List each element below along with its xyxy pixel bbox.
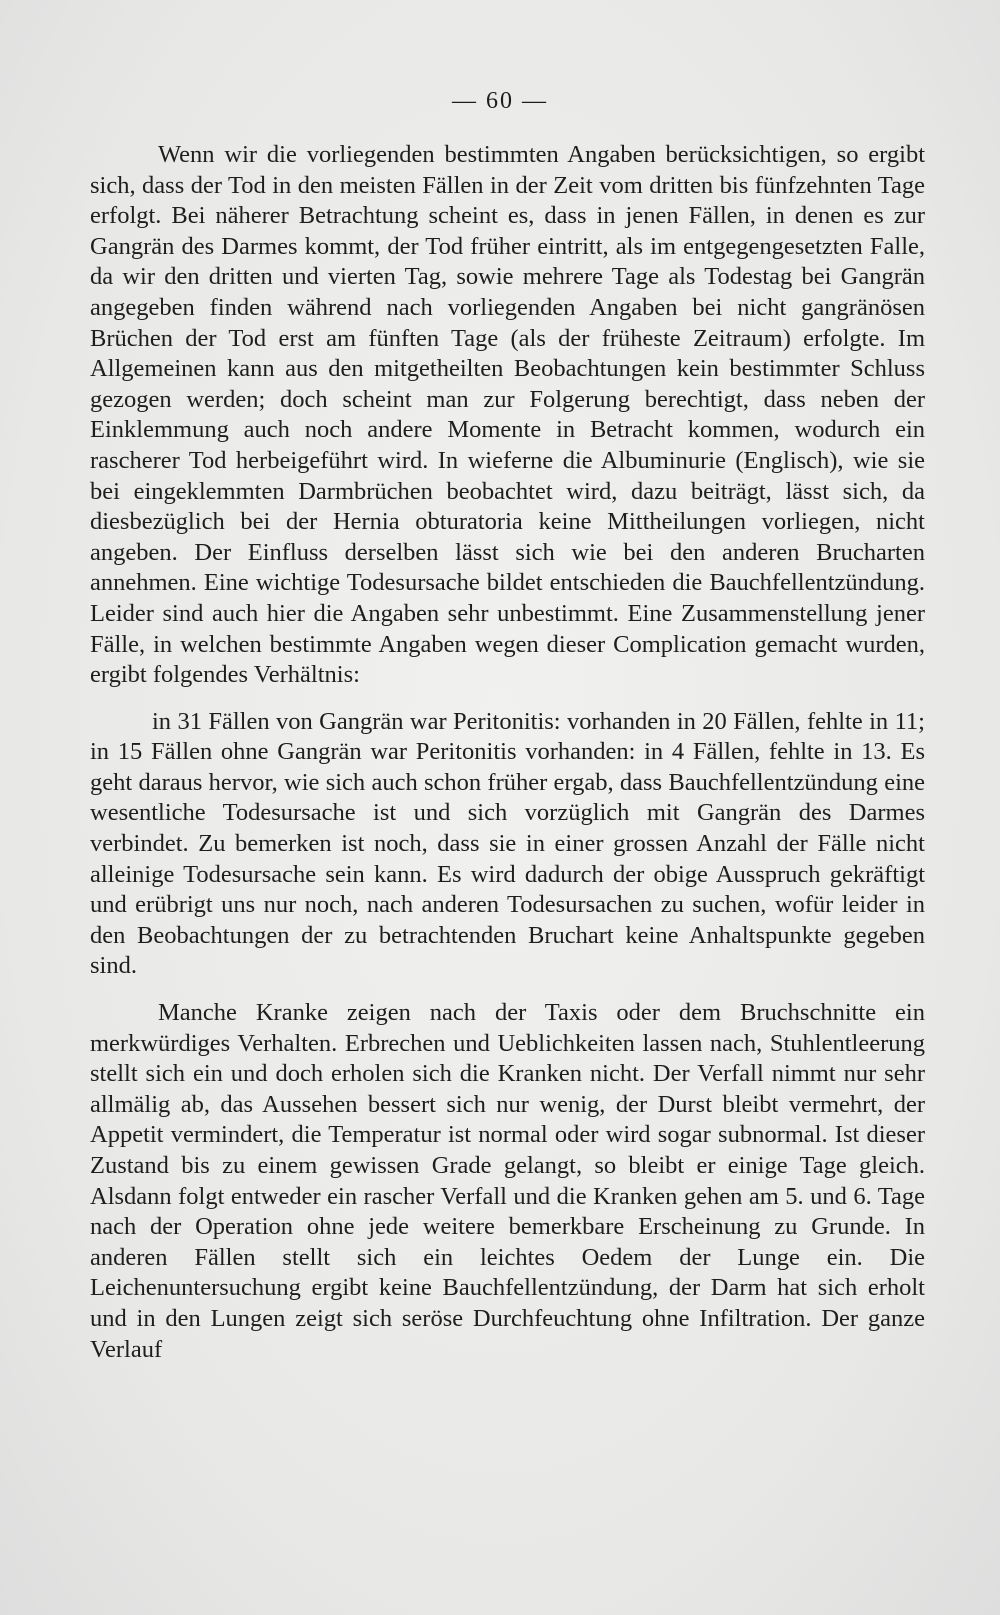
page-number: — 60 —: [452, 88, 548, 114]
paragraph-mortality: Wenn wir die vorliegenden bestimmten Angaben berücksichtigen, so ergibt sich, dass der Tod in den meisten Fällen in der Zeit vom dritten bis fünfzehnten Tage erfolgt. Bei näherer Betrachtung scheint es, dass in jenen Fällen, in denen es zur Gangrän des Darmes kommt, der Tod früher eintritt, als im entgegengesetzten Falle, da wir den dritten und vierten Tag, sowie mehrere Tage als Todestag bei Gangrän angegeben finden während nach vorliegenden Angaben bei nicht gangränösen Brüchen der Tod erst am fünften Tage (als der früheste Zeitraum) erfolgte. Im Allgemeinen kann aus den mitgetheilten Beobachtungen kein bestimmter Schluss gezogen werden; doch scheint man zur Folgerung berechtigt, dass neben der Einklemmung auch noch andere Momente in Betracht kommen, wodurch ein rascherer Tod herbeigeführt wird. In wieferne die Albuminurie (Englisch), wie sie bei eingeklemmten Darmbrüchen beobachtet wird, dazu beiträgt, lässt sich, da diesbezüglich bei der Hernia obturatoria keine Mittheilungen vorliegen, nicht angeben. Der Einfluss derselben lässt sich wie bei den anderen Brucharten annehmen. Eine wichtige Todesursache bildet entschieden die Bauchfellentzündung. Leider sind auch hier die Angaben sehr unbestimmt. Eine Zusammenstellung jener Fälle, in welchen bestimmte Angaben wegen dieser Complication gemacht wurden, ergibt folgendes Verhältnis:: [90, 141, 925, 689]
paragraph-peritonitis-ratio: in 31 Fällen von Gangrän war Peritonitis: vorhanden in 20 Fällen, fehlte in 11; in 15 Fällen ohne Gangrän war Peritonitis vorhanden: in 4 Fällen, fehlte in 13. Es geht daraus hervor, wie sich auch schon früher ergab, dass Bauchfellentzündung eine wesentliche Todesursache ist und sich vorzüglich mit Gangrän des Darmes verbindet. Zu bemerken ist noch, dass sie in einer grossen Anzahl der Fälle nicht alleinige Todesursache sein kann. Es wird dadurch der obige Ausspruch gekräftigt und erübrigt uns nur noch, nach anderen Todesursachen zu suchen, wofür leider in den Beobachtungen der zu betrachtenden Bruchart keine Anhaltspunkte gegeben sind.: [90, 707, 925, 980]
paragraph-postoperative-course: Manche Kranke zeigen nach der Taxis oder dem Bruchschnitte ein merkwürdiges Verhalten. Erbrechen und Ueblichkeiten lassen nach, Stuhlentleerung stellt sich ein und doch erholen sich die Kranken nicht. Der Verfall nimmt nur sehr allmälig ab, das Aussehen bessert sich nur wenig, der Durst bleibt vermehrt, der Appetit vermindert, die Temperatur ist normal oder wird sogar subnormal. Ist dieser Zustand bis zu einem gewissen Grade gelangt, so bleibt er einige Tage gleich. Alsdann folgt entweder ein rascher Verfall und die Kranken gehen am 5. und 6. Tage nach der Operation ohne jede weitere bemerkbare Erscheinung zu Grunde. In anderen Fällen stellt sich ein leichtes Oedem der Lunge ein. Die Leichenuntersuchung ergibt keine Bauchfellentzündung, der Darm hat sich erholt und in den Lungen zeigt sich seröse Durchfeuchtung ohne Infiltration. Der ganze Verlauf: [90, 999, 925, 1363]
page-body: [90, 140, 925, 1365]
